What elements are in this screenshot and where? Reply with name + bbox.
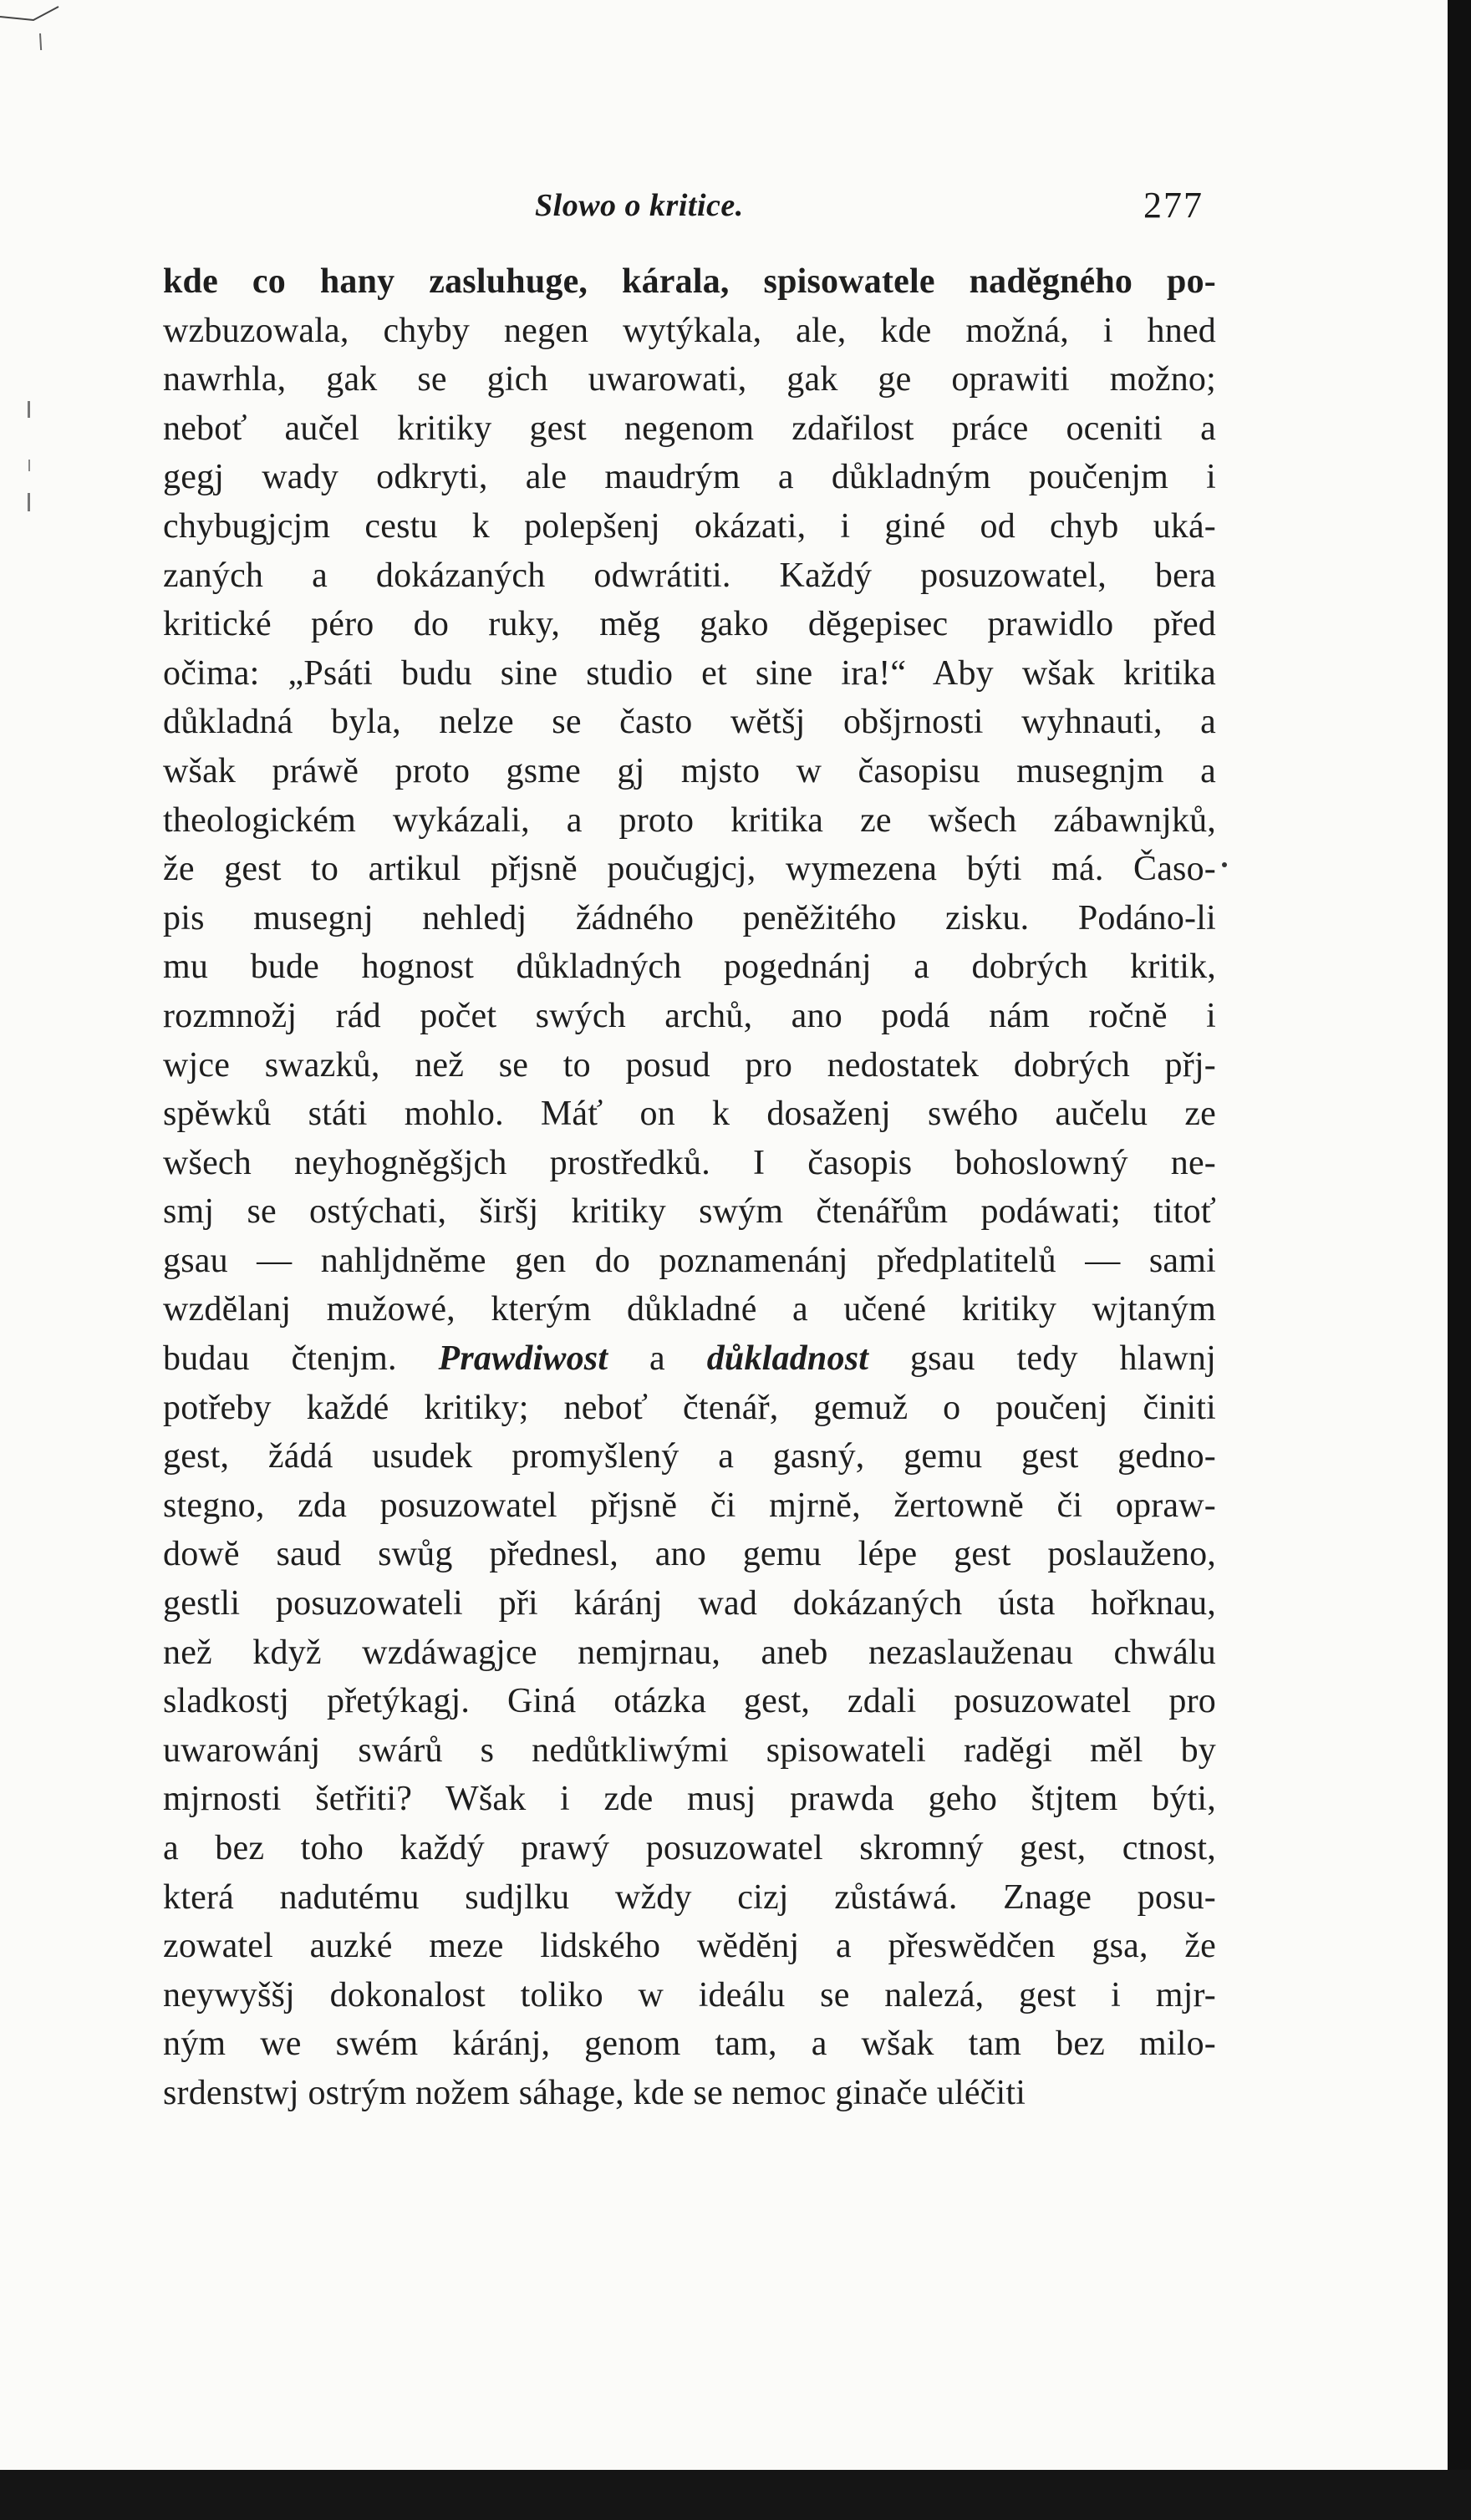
text-line: neywyššj dokonalost toliko w ideálu se nalezá, gest i mjr- xyxy=(163,1975,1216,2014)
page-number: 277 xyxy=(1143,185,1204,226)
text-line: srdenstwj ostrým nožem sáhage, kde se nemoc ginače uléčiti xyxy=(163,2073,1026,2112)
text-line: potřeby každé kritiky; neboť čtenář, gemuž o poučenj činiti xyxy=(163,1388,1216,1427)
scan-corner-mark xyxy=(0,0,100,50)
text-line: dowĕ saud swůg přednesl, ano gemu lépe gest poslauženo, xyxy=(163,1535,1216,1574)
body-text xyxy=(163,257,1216,2118)
running-title: Slowo o kritice. xyxy=(535,188,744,223)
text-line: očima: „Psáti budu sine studio et sine ira!“ Aby wšak kritika xyxy=(163,653,1216,693)
emphasis-term-prawdiwost: Prawdiwost xyxy=(438,1339,608,1379)
text-line: gestli posuzowateli při káránj wad dokázaných ústa hořknau, xyxy=(163,1584,1216,1623)
page-left-margin xyxy=(0,0,33,2520)
running-head xyxy=(535,187,1204,237)
text-line: zowatel auzké meze lidského wĕdĕnj a přeswĕdčen gsa, že xyxy=(163,1927,1216,1966)
text-line: mjrnosti šetřiti? Wšak i zde musj prawda geho štjtem býti, xyxy=(163,1780,1216,1819)
text-line: která nadutému sudjlku wždy cizj zůstáwá. Znage posu- xyxy=(163,1877,1216,1917)
text-line: stegno, zda posuzowatel přjsnĕ či mjrnĕ, žertownĕ či opraw- xyxy=(163,1486,1216,1525)
text-line: wzdĕlanj mužowé, kterým důkladné a učené kritiky wjtaným xyxy=(163,1290,1216,1329)
text-line: uwarowánj swárů s nedůtkliwými spisowateli radĕgi mĕl by xyxy=(163,1730,1216,1770)
text-line: gsau — nahljdnĕme gen do poznamenánj předplatitelů — sami xyxy=(163,1241,1216,1280)
text-line: než když wzdáwagjce nemjrnau, aneb nezaslauženau chwálu xyxy=(163,1633,1216,1672)
text-line: nawrhla, gak se gich uwarowati, gak ge oprawiti možno; xyxy=(163,360,1216,399)
text-line: theologickém wykázali, a proto kritika ze wšech zábawnjků, xyxy=(163,800,1216,840)
text-line: wšech neyhogněgšjch prostředků. I časopis bohoslowný ne- xyxy=(163,1143,1216,1182)
scan-bottom-edge xyxy=(0,2470,1471,2520)
emphasis-before: budau čtenjm. xyxy=(163,1339,439,1379)
text-line: spĕwků státi mohlo. Máť on k dosaženj swého aučelu ze xyxy=(163,1095,1216,1134)
text-line: ným we swém káránj, genom tam, a wšak tam bez milo- xyxy=(163,2025,1216,2064)
scan-right-edge xyxy=(1448,0,1471,2520)
text-line: neboť aučel kritiky gest negenom zdařilost práce oceniti a xyxy=(163,409,1216,448)
text-line: wjce swazků, než se to posud pro nedostatek dobrých přj- xyxy=(163,1045,1216,1085)
text-line-emphasis xyxy=(163,1334,1216,1384)
text-line: mu bude hognost důkladných pogednánj a dobrých kritik, xyxy=(163,948,1216,987)
text-line: pis musegnj nehledj žádného penĕžitého zisku. Podáno-li xyxy=(163,898,1216,937)
emphasis-term-dukladnost: důkladnost xyxy=(706,1339,869,1379)
text-line: kritické péro do ruky, mĕg gako dĕgepisec prawidlo před xyxy=(163,605,1216,644)
text-line: důkladná byla, nelze se často wĕtšj obšjrnosti wyhnauti, a xyxy=(163,703,1216,742)
text-line: a bez toho každý prawý posuzowatel skromný gest, ctnost, xyxy=(163,1829,1216,1867)
emphasis-middle: a xyxy=(608,1339,707,1379)
scan-edge-specks xyxy=(25,401,33,518)
margin-speck xyxy=(1222,862,1227,867)
text-line: gegj wady odkryti, ale maudrým a důkladným poučenjm i xyxy=(163,458,1216,497)
text-line: gest, žádá usudek promyšlený a gasný, gemu gest gedno- xyxy=(163,1437,1216,1476)
text-line: že gest to artikul přjsnĕ poučugjcj, wymezena býti má. Časo- xyxy=(163,850,1216,889)
emphasis-after: gsau tedy hlawnj xyxy=(868,1339,1216,1379)
text-line: wšak práwĕ proto gsme gj mjsto w časopisu musegnjm a xyxy=(163,751,1216,790)
text-line: rozmnožj rád počet swých archů, ano podá nám ročnĕ i xyxy=(163,996,1216,1035)
text-line: wzbuzowala, chyby negen wytýkala, ale, kde možná, i hned xyxy=(163,311,1216,350)
text-line: chybugjcjm cestu k polepšenj okázati, i giné od chyb uká- xyxy=(163,506,1216,546)
text-line: smj se ostýchati, širšj kritiky swým čtenářům podáwati; titoť xyxy=(163,1192,1216,1232)
text-line: zaných a dokázaných odwrátiti. Každý posuzowatel, bera xyxy=(163,556,1216,595)
text-line: sladkostj přetýkagj. Giná otázka gest, zdali posuzowatel pro xyxy=(163,1682,1216,1721)
text-line: kde co hany zasluhuge, kárala, spisowatele nadĕgného po- xyxy=(163,262,1216,301)
